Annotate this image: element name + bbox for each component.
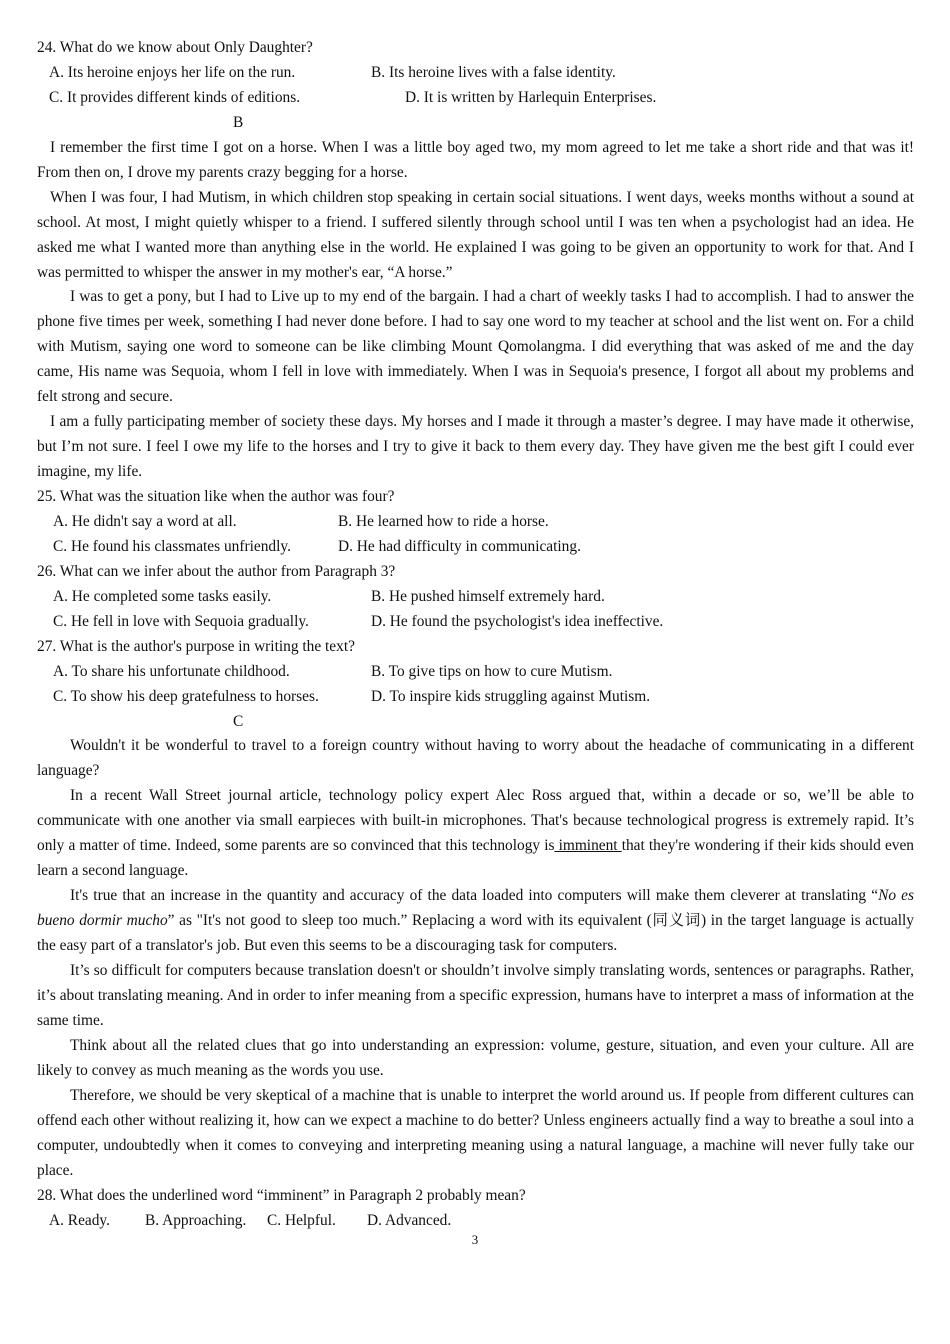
- section-b-paragraph-4: I am a fully participating member of society these days. My horses and I made it through a master’s degree. I may have made it otherwise, but I’m not sure. I feel I owe my life to the horses and I try to give it back to them every day. They have given me the best gift I could ever imagine, my life.: [37, 413, 914, 481]
- question-25-options-row-2: [37, 535, 914, 560]
- section-c-paragraph-2-end: that they're wondering if their kids should even learn a second language.: [37, 837, 914, 880]
- q25-option-a: A. He didn't say a word at all.: [53, 513, 237, 531]
- section-c-paragraph-1: Wouldn't it be wonderful to travel to a foreign country without having to worry about the headache of communicating in a different language?: [37, 737, 914, 780]
- question-28: 28. What does the underlined word “imminent” in Paragraph 2 probably mean?: [37, 1186, 526, 1204]
- q25-option-c: C. He found his classmates unfriendly.: [53, 537, 291, 555]
- underlined-word-imminent: imminent: [554, 837, 622, 855]
- question-27-options-row-2: [37, 685, 914, 710]
- question-27-options-row-1: [37, 660, 914, 685]
- question-28-options-row: [37, 1209, 914, 1234]
- q27-option-c: C. To show his deep gratefulness to horses.: [53, 687, 319, 705]
- q26-option-d: D. He found the psychologist's idea ineffective.: [371, 612, 664, 630]
- question-24: 24. What do we know about Only Daughter?: [37, 39, 313, 56]
- q26-option-a: A. He completed some tasks easily.: [53, 587, 272, 605]
- q28-option-d: D. Advanced.: [367, 1211, 452, 1229]
- q28-option-a: A. Ready.: [49, 1211, 110, 1229]
- section-b-paragraph-2: When I was four, I had Mutism, in which children stop speaking in certain social situations. I went days, weeks months without a sound at school. At most, I might quietly whisper to a friend. I suffered silently through school until I was ten when a psychologist had an idea. He asked me what I wanted more than anything else in the world. He explained I was going to be given an opportunity to work for that. And I was permitted to whisper the answer in my mother's ear, “A horse.”: [37, 188, 914, 281]
- section-c-paragraph-6: Therefore, we should be very skeptical of a machine that is unable to interpret the world around us. If people from different cultures can offend each other without realizing it, how can we expect a machine to do better? Unless engineers actually find a way to breathe a soul into a computer, undoubtedly when it comes to conveying and interpreting meaning using a natural language, a machine will never fully take our place.: [37, 1086, 914, 1179]
- q24-option-d: D. It is written by Harlequin Enterprises.: [405, 88, 657, 106]
- section-c-paragraph-3: [37, 884, 914, 959]
- question-26: 26. What can we infer about the author from Paragraph 3?: [37, 562, 396, 580]
- page-number: 3: [471, 1232, 479, 1247]
- question-26-options-row-2: [37, 610, 914, 635]
- q28-option-c: C. Helpful.: [267, 1211, 336, 1229]
- q24-option-c: C. It provides different kinds of editions.: [49, 88, 301, 106]
- exam-page: [37, 36, 914, 1234]
- question-26-options-row-1: [37, 585, 914, 610]
- q26-option-b: B. He pushed himself extremely hard.: [371, 587, 605, 605]
- q26-option-c: C. He fell in love with Sequoia gradually.: [53, 612, 309, 630]
- question-24-options-row-1: [37, 61, 914, 86]
- section-c-paragraph-3-end: ” as "It's not good to sleep too much.” Replacing a word with its equivalent (同义词) in the target language is actually the easy part of a translator's job. But even this seems to be a discouraging task for computers.: [37, 912, 914, 955]
- q24-option-a: A. Its heroine enjoys her life on the run.: [49, 63, 296, 81]
- q27-option-a: A. To share his unfortunate childhood.: [53, 662, 290, 680]
- section-b-paragraph-1: I remember the first time I got on a horse. When I was a little boy aged two, my mom agreed to let me take a short ride and that was it! From then on, I drove my parents crazy begging for a horse.: [37, 138, 914, 181]
- section-c-paragraph-5: Think about all the related clues that go into understanding an expression: volume, gesture, situation, and even your culture. All are likely to convey as much meaning as the words you use.: [37, 1036, 914, 1079]
- question-27: 27. What is the author's purpose in writing the text?: [37, 637, 355, 655]
- q28-option-b: B. Approaching.: [145, 1211, 247, 1229]
- section-b-paragraph-3: I was to get a pony, but I had to Live up to my end of the bargain. I had a chart of weekly tasks I had to accomplish. I had to answer the phone five times per week, something I had never done before. I had to say one word to my teacher at school and the list went on. For a child with Mutism, saying one word to someone can be like climbing Mount Qomolangma. I did everything that was asked of me and the day came, His name was Sequoia, whom I fell in love with immediately. When I was in Sequoia's presence, I forgot all about my problems and felt strong and secure.: [37, 288, 914, 406]
- q27-option-b: B. To give tips on how to cure Mutism.: [371, 662, 613, 680]
- section-c-paragraph-2: [37, 784, 914, 884]
- section-c-paragraph-3-start: It's true that an increase in the quantity and accuracy of the data loaded into computers will make them cleverer at translating “: [70, 887, 879, 905]
- question-25-options-row-1: [37, 510, 914, 535]
- spanish-phrase: No es bueno dormir mucho: [37, 887, 914, 930]
- section-c-paragraph-2-start: In a recent Wall Street journal article, technology policy expert Alec Ross argued that, within a decade or so, we’ll be able to communicate with one another via small earpieces with built-in microphones. That's because technological progress is extremely rapid. It’s only a matter of time. Indeed, some parents are so convinced that this technology is: [37, 787, 914, 855]
- section-b-label: B: [233, 113, 244, 131]
- q25-option-b: B. He learned how to ride a horse.: [338, 513, 549, 531]
- q25-option-d: D. He had difficulty in communicating.: [338, 537, 581, 555]
- question-25: 25. What was the situation like when the author was four?: [37, 488, 395, 506]
- section-c-label: C: [233, 712, 244, 730]
- q27-option-d: D. To inspire kids struggling against Mutism.: [371, 687, 651, 705]
- question-24-options-row-2: [37, 86, 914, 111]
- section-c-paragraph-4: It’s so difficult for computers because translation doesn't or shouldn’t involve simply translating words, sentences or paragraphs. Rather, it’s about translating meaning. And in order to infer meaning from a specific expression, humans have to interpret a mass of information at the same time.: [37, 962, 914, 1029]
- q24-option-b: B. Its heroine lives with a false identity.: [371, 63, 616, 81]
